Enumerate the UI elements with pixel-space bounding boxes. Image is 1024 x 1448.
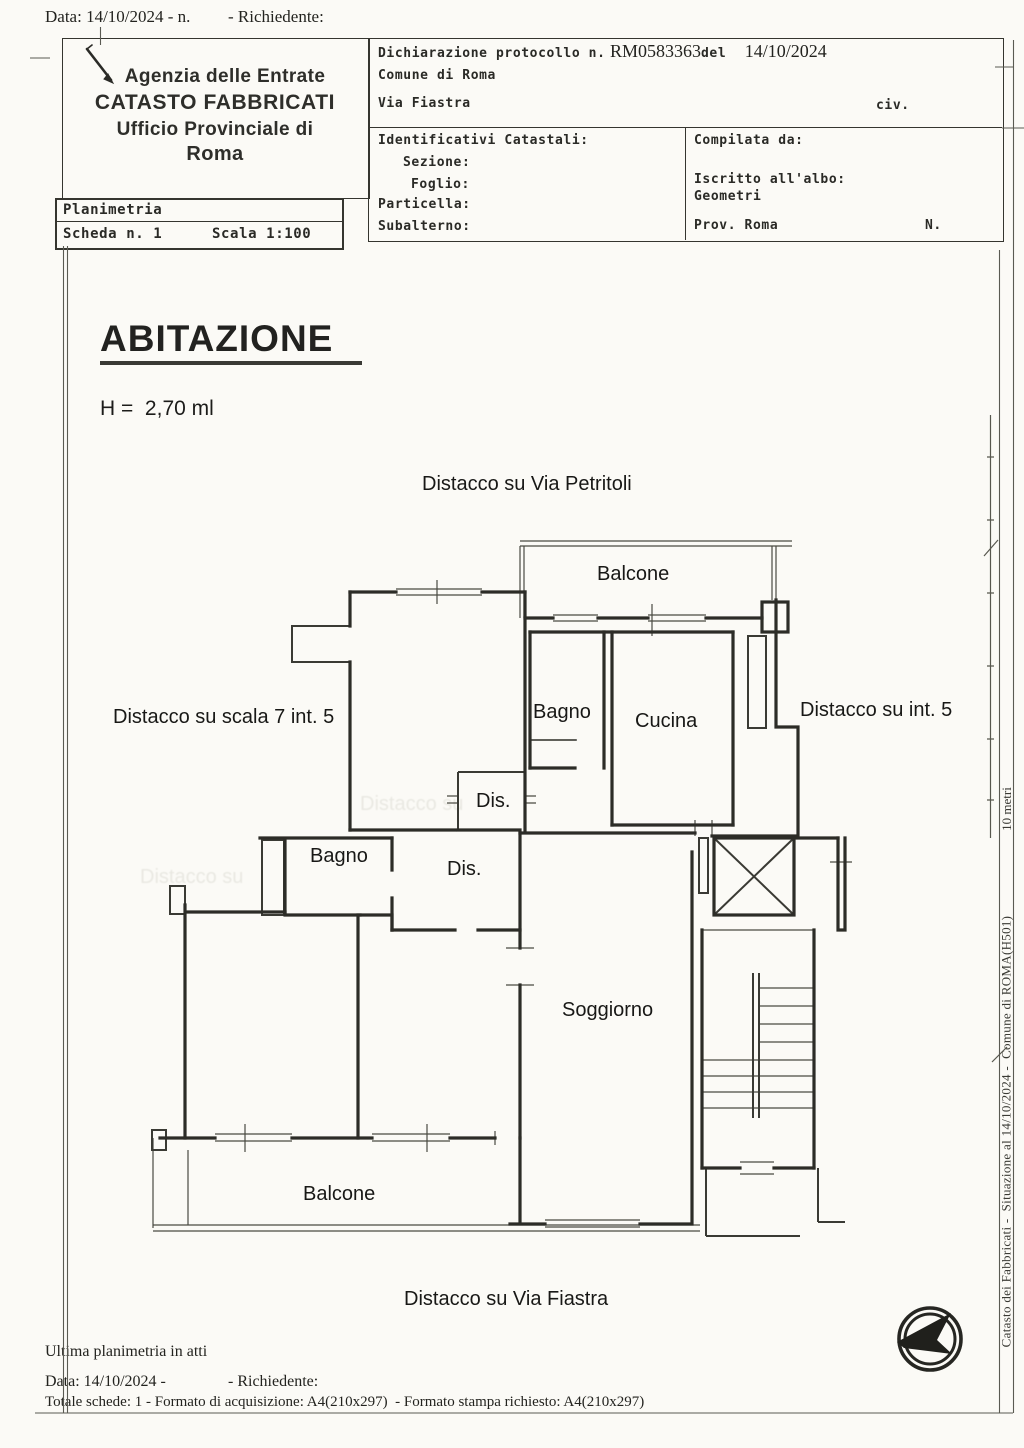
catastali-title: Identificativi Catastali: — [378, 133, 589, 148]
scale-ruler-label: 10 metri — [999, 787, 1014, 831]
room-label-soggiorno: Soggiorno — [562, 999, 654, 1021]
protocol-number: RM0583363 — [609, 41, 701, 61]
room-label-cucina: Cucina — [635, 710, 698, 732]
comune-line: Comune di Roma — [378, 68, 496, 83]
footer-date-line: Data: 14/10/2024 - — [45, 1373, 166, 1390]
compiler-albo-value: Geometri — [694, 189, 762, 204]
agency-name: Agenzia delle Entrate — [124, 66, 326, 87]
footer-richiedente: - Richiedente: — [228, 1373, 319, 1390]
ghost-bleed-text-2: Distacco su — [140, 866, 244, 888]
compiler-title: Compilata da: — [694, 133, 804, 148]
room-label-bagno-top: Bagno — [533, 701, 591, 723]
room-label-dis-small: Dis. — [476, 790, 511, 812]
agency-city: Roma — [186, 143, 244, 165]
room-label-bagno-lower: Bagno — [310, 845, 368, 867]
scale-ruler — [984, 415, 1007, 1062]
margin-vertical-caption: Catasto dei Fabbricati - Situazione al 14/10/2024 - Comune di ROMA(H501) — [998, 915, 1014, 1348]
catastali-subalterno: Subalterno: — [378, 219, 471, 234]
boundary-label-left: Distacco su scala 7 int. 5 — [113, 706, 335, 728]
top-date-line: Data: 14/10/2024 - n. — [45, 7, 191, 26]
footer-ultima-planimetria: Ultima planimetria in atti — [45, 1343, 208, 1360]
sheet-scale: Scala 1:100 — [212, 226, 312, 242]
sheet-number: Scheda n. 1 — [63, 226, 163, 242]
compiler-prov: Prov. Roma — [694, 218, 779, 233]
room-label-balcone-bottom: Balcone — [303, 1183, 376, 1205]
agency-ufficio: Ufficio Provinciale di — [116, 119, 314, 140]
footer-totale-schede: Totale schede: 1 - Formato di acquisizione: A4(210x297) - Formato stampa richiesto: A4(210x297) — [45, 1394, 645, 1410]
boundary-label-right: Distacco su int. 5 — [800, 699, 953, 721]
room-label-balcone-top: Balcone — [597, 563, 670, 585]
plan-height-note: H = 2,70 ml — [100, 397, 214, 420]
agency-catasto-fabbricati: CATASTO FABBRICATI — [94, 91, 336, 114]
pen-mark — [87, 45, 113, 83]
compiler-n-label: N. — [925, 218, 942, 233]
page-frame-lines — [30, 27, 1024, 1413]
sheet-title: Planimetria — [63, 202, 163, 218]
ghost-bleed-text-1: Distacco su — [360, 793, 464, 815]
plan-title: ABITAZIONE — [100, 318, 334, 359]
civ-label: civ. — [876, 98, 910, 113]
catastali-particella: Particella: — [378, 197, 471, 212]
protocol-label: Dichiarazione protocollo n. — [378, 46, 606, 61]
room-label-dis-lower: Dis. — [447, 858, 482, 880]
catastali-sezione: Sezione: — [403, 155, 471, 170]
top-richiedente-label: - Richiedente: — [228, 7, 324, 26]
protocol-date: 14/10/2024 — [744, 41, 827, 61]
boundary-label-bottom: Distacco su Via Fiastra — [404, 1288, 609, 1310]
protocol-del-word: del — [701, 46, 727, 61]
boundary-label-top: Distacco su Via Petritoli — [422, 473, 632, 495]
compiler-albo-label: Iscritto all'albo: — [694, 172, 846, 187]
catastali-foglio: Foglio: — [411, 177, 470, 192]
street-line: Via Fiastra — [378, 96, 471, 111]
